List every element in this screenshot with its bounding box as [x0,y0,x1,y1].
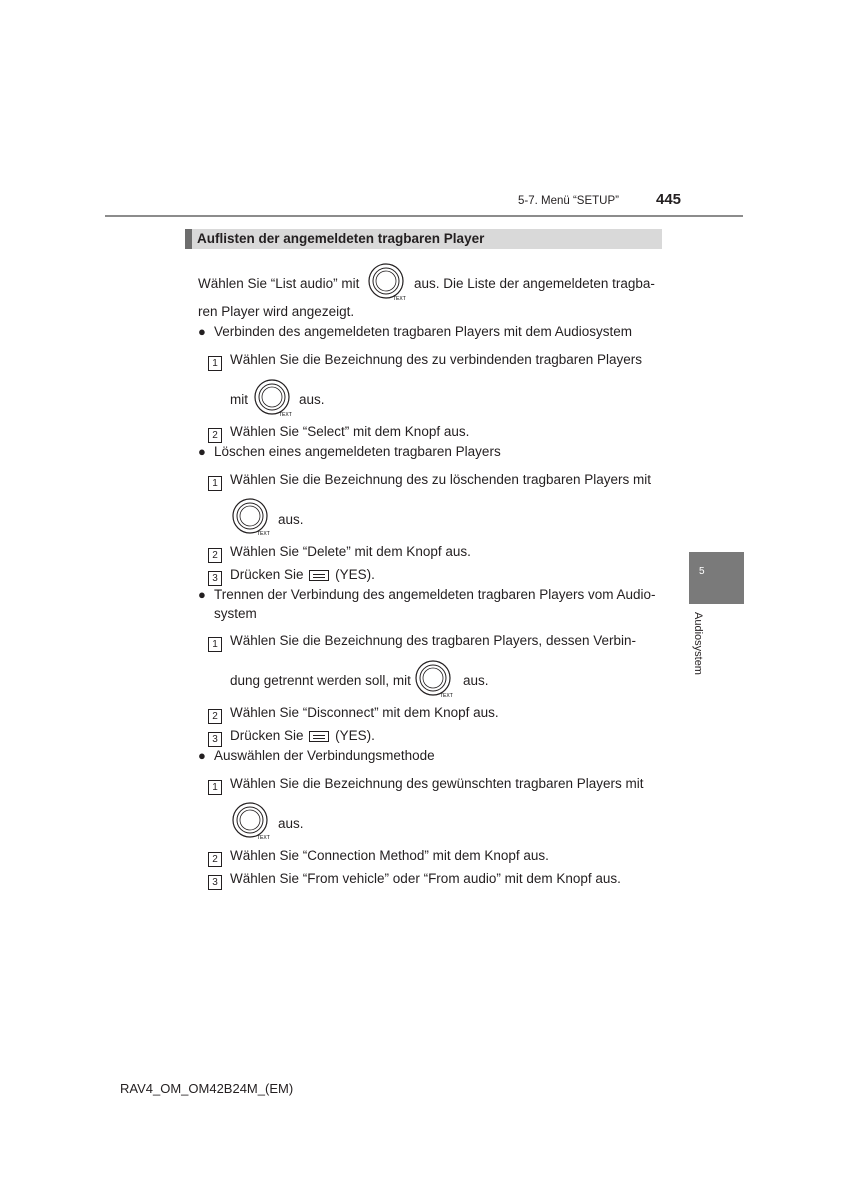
intro-text-end: ren Player wird angezeigt. [198,304,355,319]
section-title-bar [185,229,662,249]
bullet-marker: ● [198,444,206,459]
chapter-number: 5 [699,566,705,577]
step-number: 1 [208,356,222,371]
step-connect-2: Wählen Sie “Select” mit dem Knopf aus. [230,424,470,439]
intro-text-middle: aus. Die Liste der angemeldeten tragba- [414,276,655,291]
button-icon [309,731,329,742]
bullet-marker: ● [198,748,206,763]
bullet-connection-method: Auswählen der Verbindungsmethode [214,748,435,763]
step-number: 3 [208,571,222,586]
step-method-1: Wählen Sie die Bezeichnung des gewünschten tragbaren Players mit [230,776,644,791]
step-delete-3-text: Drücken Sie [230,567,304,582]
knob-label: TEXT [257,531,270,537]
bullet-connect: Verbinden des angemeldeten tragbaren Players mit dem Audiosystem [214,324,632,339]
bullet-disconnect: Trennen der Verbindung des angemeldeten tragbaren Players vom Audio- [214,587,656,602]
step-number: 1 [208,476,222,491]
step-connect-1: Wählen Sie die Bezeichnung des zu verbindenden tragbaren Players [230,352,643,367]
text-knob-icon [253,378,291,416]
page-number: 445 [656,191,682,208]
bullet-marker: ● [198,324,206,339]
step-number: 3 [208,732,222,747]
step-disconnect-1-cont: dung getrennt werden soll, mit [230,673,411,688]
section-title: Auflisten der angemeldeten tragbaren Player [197,231,485,246]
step-delete-2: Wählen Sie “Delete” mit dem Knopf aus. [230,544,471,559]
intro-text-start: Wählen Sie “List audio” mit [198,276,360,291]
step-number: 3 [208,875,222,890]
header-divider [105,215,743,217]
step-method-1-aus: aus. [278,816,304,831]
bullet-marker: ● [198,587,206,602]
step-disconnect-3-yes: (YES). [335,728,375,743]
step-delete-3 [230,567,375,582]
bullet-disconnect-cont: system [214,606,257,621]
step-number: 2 [208,428,222,443]
step-connect-1-mit: mit [230,392,248,407]
step-disconnect-1-aus: aus. [463,673,489,688]
text-knob-icon [231,801,269,839]
step-disconnect-1: Wählen Sie die Bezeichnung des tragbaren Players, dessen Verbin- [230,633,636,648]
step-delete-1: Wählen Sie die Bezeichnung des zu löschenden tragbaren Players mit [230,472,651,487]
step-number: 1 [208,637,222,652]
bullet-delete: Löschen eines angemeldeten tragbaren Players [214,444,501,459]
step-disconnect-2: Wählen Sie “Disconnect” mit dem Knopf aus. [230,705,499,720]
title-marker [185,229,192,249]
step-method-2: Wählen Sie “Connection Method” mit dem Knopf aus. [230,848,549,863]
step-number: 1 [208,780,222,795]
step-disconnect-3-text: Drücken Sie [230,728,304,743]
knob-label: TEXT [393,296,406,302]
knob-label: TEXT [440,693,453,699]
step-number: 2 [208,709,222,724]
knob-label: TEXT [279,412,292,418]
knob-label: TEXT [257,835,270,841]
step-number: 2 [208,548,222,563]
text-knob-icon [231,497,269,535]
chapter-tab [689,552,744,604]
button-icon [309,570,329,581]
section-header: 5-7. Menü “SETUP” [518,195,619,207]
step-disconnect-3 [230,728,375,743]
document-code: RAV4_OM_OM42B24M_(EM) [120,1081,294,1096]
chapter-label: Audiosystem [692,612,704,675]
text-knob-icon [367,262,405,300]
step-method-3: Wählen Sie “From vehicle” oder “From audio” mit dem Knopf aus. [230,871,621,886]
step-delete-1-aus: aus. [278,512,304,527]
text-knob-icon [414,659,452,697]
step-connect-1-aus: aus. [299,392,325,407]
step-number: 2 [208,852,222,867]
step-delete-3-yes: (YES). [335,567,375,582]
